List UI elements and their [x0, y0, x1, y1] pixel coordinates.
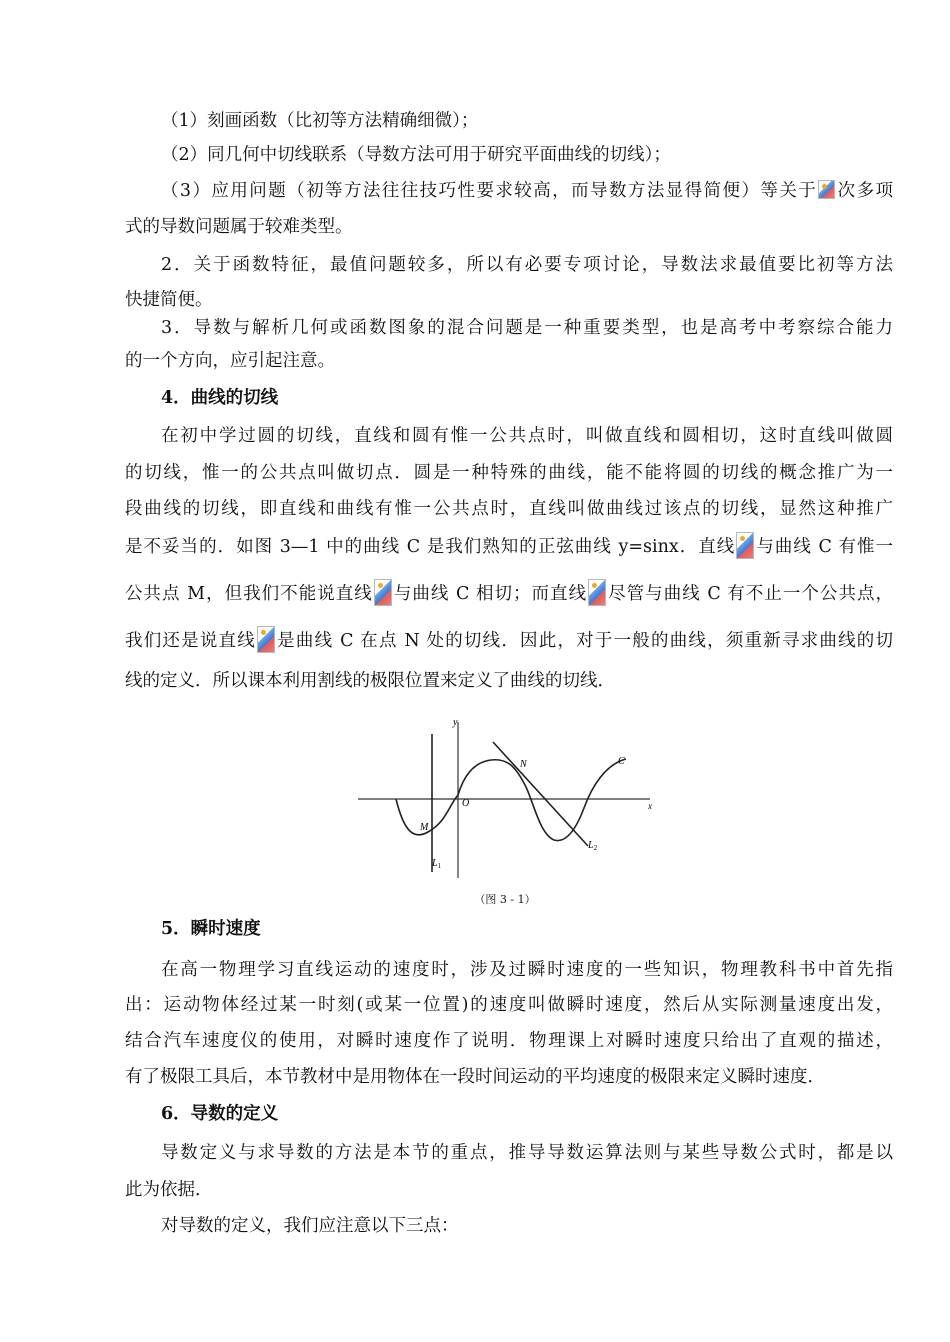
- curve-c: [396, 759, 626, 841]
- heading-derivative: 6．导数的定义: [161, 1104, 279, 1124]
- point-3-cont: 的一个方向，应引起注意。: [125, 351, 335, 371]
- broken-image-icon: [818, 180, 835, 199]
- text-run: 的切线，惟一的公共点叫做切点．圆是一种特殊的曲线，能不能将圆的切线的概念推广为一: [125, 463, 893, 483]
- text-run: 导数定义与求导数的方法是本节的重点，推导导数运算法则与某些导数公式时，都是以: [161, 1143, 893, 1163]
- velocity-line-2: [125, 988, 893, 1023]
- tangent-line-6: [125, 624, 893, 659]
- label-l1: $L_1$: [432, 858, 442, 870]
- point-3: [161, 311, 893, 346]
- text-run: 公共点 M，但我们不能说直线: [125, 584, 373, 604]
- broken-image-icon: [374, 579, 392, 606]
- label-n: N: [520, 759, 527, 770]
- velocity-line-1: [161, 953, 893, 988]
- text-run: 与曲线 C 相切；而直线: [392, 584, 588, 604]
- text-run: 是不妥当的．如图 3—1 中的曲线 C 是我们熟知的正弦曲线 y=sinx．直线: [125, 537, 736, 557]
- text-run: 出：运动物体经过某一时刻(或某一位置)的速度叫做瞬时速度，然后从实际测量速度出发，: [125, 995, 893, 1015]
- label-l2: $L_2$: [588, 840, 598, 852]
- tangent-line-2: [125, 456, 893, 491]
- text-run: 2．关于函数特征，最值问题较多，所以有必要专项讨论，导数法求最值要比初等方法: [161, 255, 893, 275]
- derivative-line-3: 对导数的定义，我们应注意以下三点：: [161, 1216, 459, 1236]
- text-run: 结合汽车速度仪的使用，对瞬时速度作了说明．物理课上对瞬时速度只给出了直观的描述，: [125, 1031, 893, 1051]
- text-run: 在高一物理学习直线运动的速度时，涉及过瞬时速度的一些知识，物理教科书中首先指: [161, 960, 893, 980]
- broken-image-icon: [736, 532, 754, 559]
- text-run: 是曲线 C 在点 N 处的切线．因此，对于一般的曲线，须重新寻求曲线的切: [275, 631, 894, 651]
- figure-caption: （图 3 - 1）: [474, 893, 536, 906]
- heading-velocity: 5．瞬时速度: [161, 919, 261, 939]
- tangent-line-1: [161, 419, 893, 454]
- text-run: 与曲线 C 有惟一: [755, 537, 893, 557]
- tangent-line-3: [125, 492, 893, 527]
- tangent-line-4: [125, 530, 893, 565]
- text-run: 次多项: [836, 181, 893, 201]
- list-item-3: [161, 174, 893, 209]
- label-x: x: [648, 801, 652, 811]
- derivative-line-2: 此为依据．: [125, 1180, 213, 1200]
- tangent-line-5: [125, 577, 893, 612]
- point-2-cont: 快捷简便。: [125, 290, 213, 310]
- list-item-1: （1）刻画函数（比初等方法精确细微）；: [161, 111, 479, 131]
- label-c: C: [618, 756, 625, 767]
- text-run: 我们还是说直线: [125, 631, 256, 651]
- broken-image-icon: [257, 626, 275, 653]
- velocity-line-4: 有了极限工具后，本节教材中是用物体在一段时间运动的平均速度的极限来定义瞬时速度．: [125, 1067, 825, 1087]
- label-m: M: [420, 822, 429, 833]
- text-run: 3．导数与解析几何或函数图象的混合问题是一种重要类型，也是高考中考察综合能力: [161, 318, 893, 338]
- velocity-line-3: [125, 1024, 893, 1059]
- derivative-line-1: [161, 1136, 893, 1171]
- text-run: 尽管与曲线 C 有不止一个公共点，: [607, 584, 893, 604]
- text-run: 在初中学过圆的切线，直线和圆有惟一公共点时，叫做直线和圆相切，这时直线叫做圆: [161, 426, 893, 446]
- label-y: y: [453, 717, 458, 728]
- heading-tangent: 4．曲线的切线: [161, 388, 279, 408]
- point-2: [161, 248, 893, 283]
- text-run: 段曲线的切线，即直线和曲线有惟一公共点时，直线叫做曲线过该点的切线，显然这种推广: [125, 499, 893, 519]
- list-item-2: （2）同几何中切线联系（导数方法可用于研究平面曲线的切线）；: [161, 145, 671, 165]
- broken-image-icon: [588, 579, 606, 606]
- sine-curve-figure: [356, 712, 661, 880]
- text-run: （3）应用问题（初等方法往往技巧性要求较高，而导数方法显得简便）等关于: [161, 181, 818, 201]
- label-o: O: [462, 798, 470, 809]
- tangent-line-7: 线的定义．所以课本利用割线的极限位置来定义了曲线的切线．: [125, 671, 615, 691]
- list-item-3-cont: 式的导数问题属于较难类型。: [125, 217, 353, 237]
